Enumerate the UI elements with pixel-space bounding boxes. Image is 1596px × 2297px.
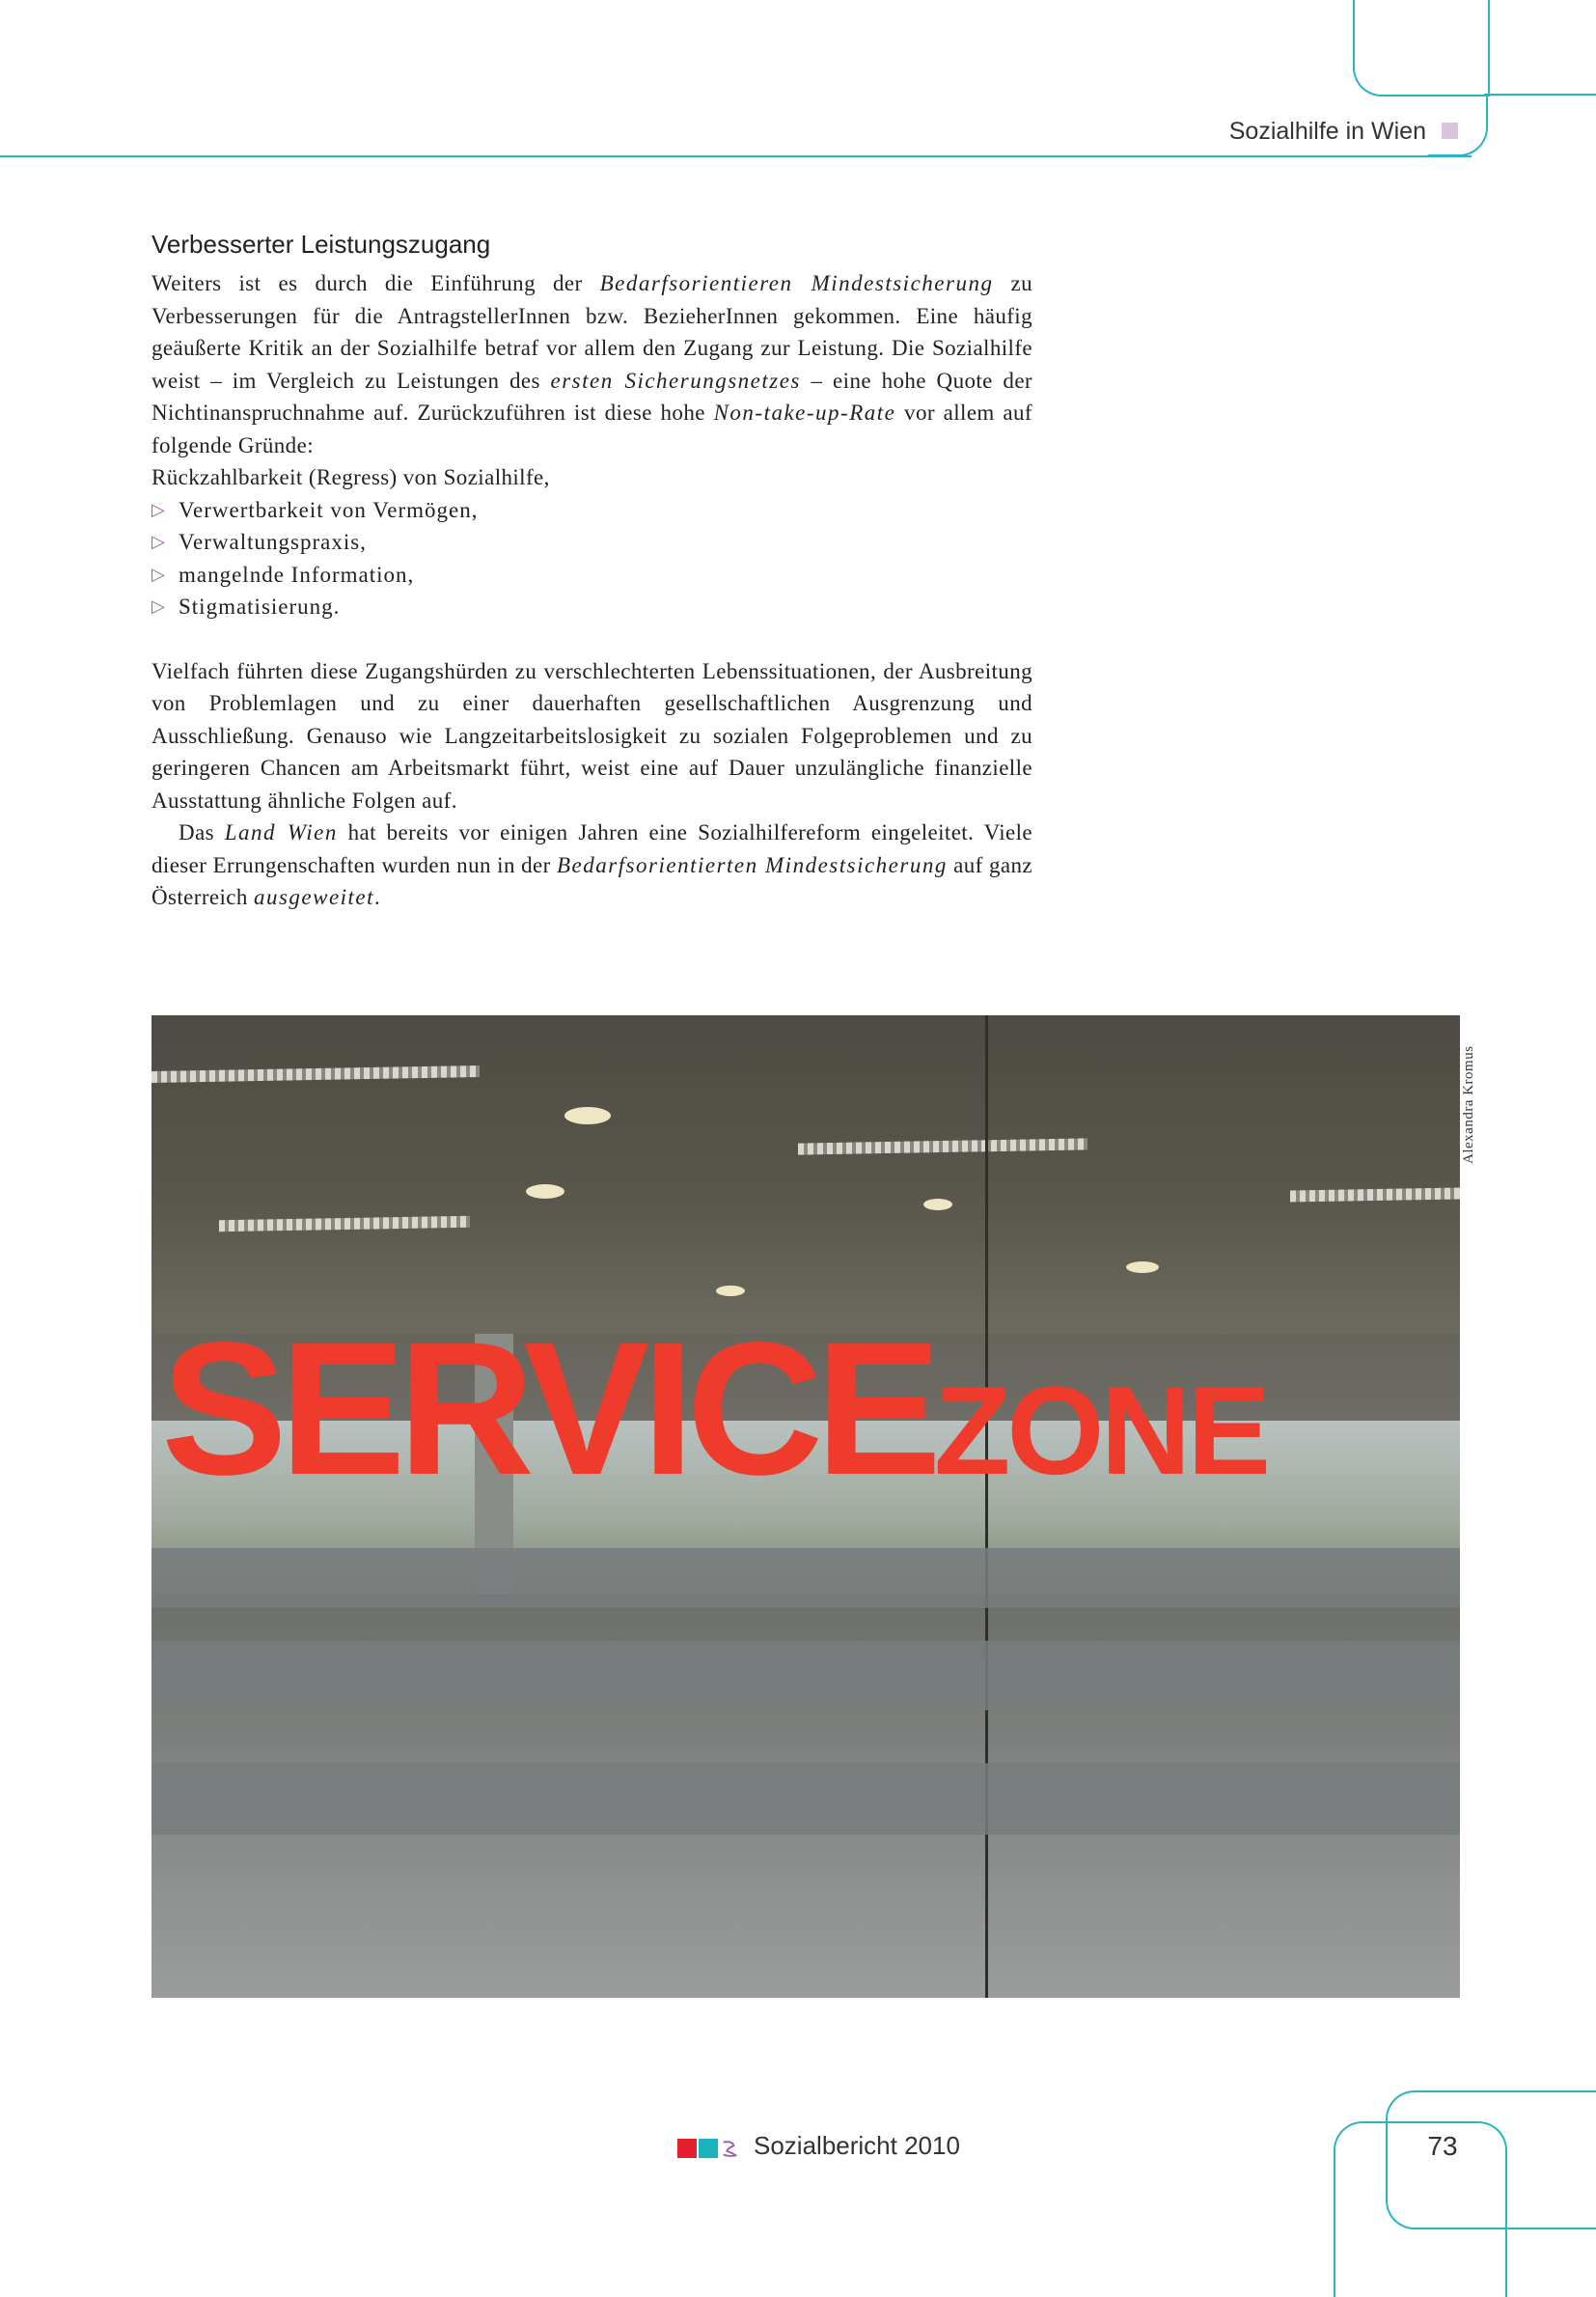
text-run: vor allem auf folgende Gründe: bbox=[151, 401, 1032, 457]
list-item bbox=[151, 559, 1032, 592]
photo-glass-frame bbox=[985, 1015, 988, 1998]
italic-term: ausgeweitet bbox=[253, 885, 375, 909]
photo-spotlight bbox=[1126, 1261, 1159, 1273]
paragraph-consequences: Vielfach führten diese Zugangshürden zu verschlechterten Lebenssituationen, der Ausbreitung von Problemlagen und zu einer dauerhaften gesellschaftlichen Ausgrenzung und Ausschließung. Genauso wie Langzeitarbeitslosigkeit zu sozialen Folgeproblemen und zu geringeren Chancen am Arbeitsmarkt führt, weist eine auf Dauer unzulängliche finanzielle Ausstattung ähnliche Folgen auf. bbox=[151, 658, 1032, 813]
header-extension-rule bbox=[1484, 94, 1596, 96]
sign-zone-text: ZONE bbox=[933, 1360, 1268, 1501]
reasons-list bbox=[151, 494, 1032, 623]
photo-spotlight bbox=[923, 1199, 952, 1210]
italic-term: Land Wien bbox=[224, 820, 338, 844]
italic-term: ersten Sicherungsnetzes bbox=[550, 368, 801, 393]
list-item-text: Stigmatisierung. bbox=[179, 595, 341, 619]
text-run: hat bereits vor einigen Jahren eine Sozialhilfereform eingeleitet. Viele dieser Errungenschaften wurden nun in der bbox=[151, 820, 1032, 877]
footer-title: Sozialbericht 2010 bbox=[754, 2131, 960, 2160]
running-header: Sozialhilfe in Wien bbox=[1228, 118, 1426, 145]
paragraph-intro bbox=[151, 267, 1032, 461]
page-number: 73 bbox=[1427, 2131, 1458, 2161]
servicezone-photo bbox=[151, 1015, 1460, 1998]
triangle-bullet-icon: ▷ bbox=[151, 532, 166, 551]
header-square-marker bbox=[1442, 123, 1458, 139]
photo-ceiling bbox=[151, 1015, 1460, 1334]
list-item-text: mangelnde Information, bbox=[179, 562, 415, 587]
list-lead: Rückzahlbarkeit (Regress) von Sozialhilfe, bbox=[151, 465, 550, 489]
photo-spotlight bbox=[526, 1184, 564, 1199]
logo-figure-icon bbox=[720, 2139, 739, 2158]
italic-term: Non-take-up-Rate bbox=[713, 401, 896, 425]
logo-red-square bbox=[677, 2139, 697, 2158]
spacer bbox=[151, 623, 1032, 655]
text-run: zu Verbesserungen für die AntragstellerInnen bzw. BezieherInnen gekommen. Eine häufig geäußerte Kritik an der Sozialhilfe betraf vor allem den Zugang zur Leistung. Die Sozialhilfe weist – im Vergleich zu Leistungen des bbox=[151, 271, 1032, 393]
photo-spotlight bbox=[564, 1107, 611, 1124]
photo-frosted-band bbox=[151, 1641, 1460, 1710]
photo-frosted-band bbox=[151, 1763, 1460, 1835]
sozialbericht-logo bbox=[677, 2137, 743, 2158]
italic-term: Bedarfsorientieren Mindestsicherung bbox=[599, 271, 994, 295]
text-run: Weiters ist es durch die Einführung der bbox=[151, 271, 600, 295]
header-corner-decoration bbox=[1353, 0, 1490, 97]
triangle-bullet-icon: ▷ bbox=[151, 499, 166, 519]
article-body bbox=[151, 230, 1032, 914]
list-item-text: Verwaltungspraxis, bbox=[179, 530, 367, 554]
italic-term: Bedarfsorientierten Mindestsicherung bbox=[557, 852, 948, 877]
servicezone-sign bbox=[161, 1303, 1460, 1514]
list-item-text: Verwertbarkeit von Vermögen, bbox=[179, 497, 479, 522]
text-run: . bbox=[374, 885, 381, 909]
photo-spotlight bbox=[716, 1286, 745, 1296]
sign-service-text: SERVICE bbox=[161, 1303, 934, 1514]
list-item bbox=[151, 526, 1032, 559]
header-curve-decoration bbox=[1428, 97, 1488, 156]
photo-credit: Alexandra Kromus bbox=[1461, 1045, 1476, 1164]
text-run: Das bbox=[179, 820, 225, 844]
triangle-bullet-icon: ▷ bbox=[151, 596, 166, 616]
triangle-bullet-icon: ▷ bbox=[151, 564, 166, 584]
text-run: auf ganz Österreich bbox=[151, 852, 1033, 909]
text-run: – eine hohe Quote der Nichtinanspruchnahme auf. Zurückzuführen ist diese hohe bbox=[151, 368, 1032, 425]
photo-frosted-band bbox=[151, 1548, 1460, 1608]
list-item bbox=[151, 494, 1032, 527]
paragraph-vienna-reform bbox=[151, 816, 1032, 914]
logo-teal-square bbox=[699, 2139, 718, 2158]
section-heading: Verbesserter Leistungszugang bbox=[151, 230, 491, 259]
header-rule bbox=[0, 155, 1472, 157]
list-item bbox=[151, 591, 1032, 623]
